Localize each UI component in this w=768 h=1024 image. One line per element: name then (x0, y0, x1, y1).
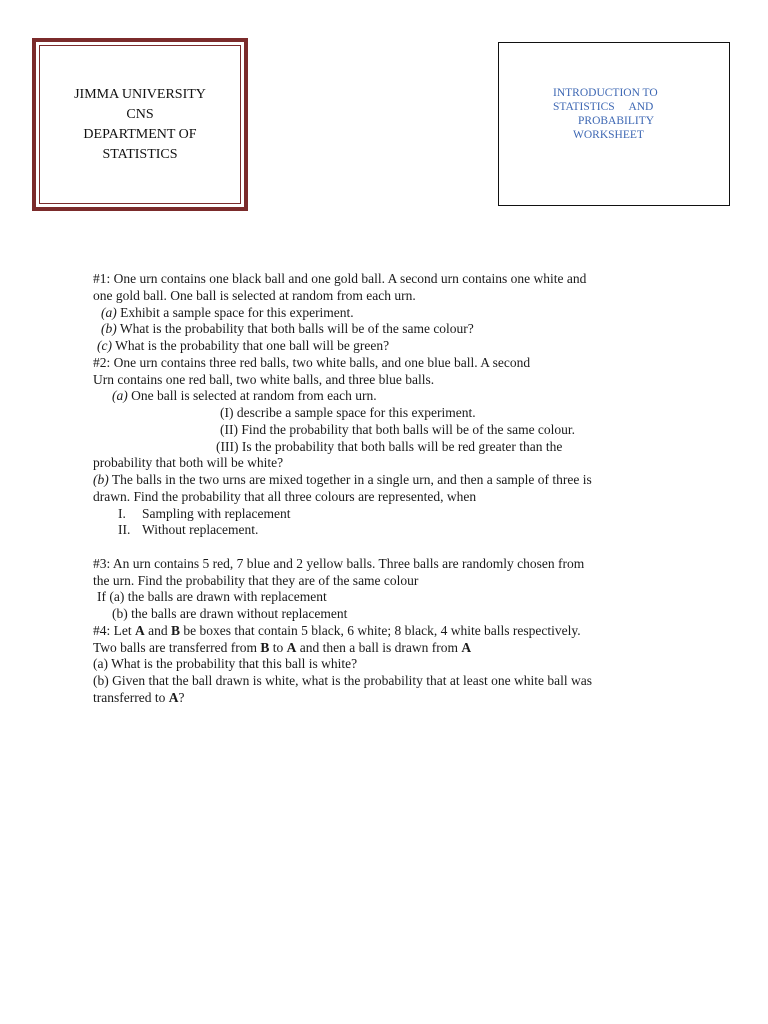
q4-part-b: (b) Given that the ball drawn is white, what is the probability that at least one white ball was (93, 673, 592, 688)
q4-line2 (93, 640, 683, 657)
q1-part-a (93, 305, 683, 322)
q2-opt2-text: Without replacement. (142, 522, 259, 538)
q2-b-text: The balls in the two urns are mixed together in a single urn, and then a sample of three is (108, 472, 592, 487)
q4-l2-to: to (269, 639, 287, 655)
worksheet-questions (93, 271, 683, 707)
q4-l2-box-a: A (286, 639, 297, 655)
q2-a-text: One ball is selected at random from each urn. (127, 388, 377, 404)
q1-a-label: (a) (101, 304, 117, 320)
course-header-box (498, 42, 730, 206)
q2-line2: Urn contains one red ball, two white balls, and three blue balls. (93, 371, 435, 387)
q1-c-text: What is the probability that one ball will be green? (111, 338, 390, 353)
q4-l1-and: and (144, 622, 171, 638)
course-header-text (553, 86, 679, 142)
q2-sub-i: (I) describe a sample space for this experiment. (220, 405, 476, 420)
q4-part-b-cont (93, 690, 683, 707)
q2-opt1-num: I. (118, 505, 126, 521)
q3-line2: the urn. Find the probability that they are of the same colour (93, 572, 419, 588)
q4-line1 (93, 623, 683, 640)
q2-option-1 (93, 506, 683, 523)
q1-line1: #1: One urn contains one black ball and one gold ball. A second urn contains one white and (93, 271, 587, 286)
department-line: DEPARTMENT OF (83, 127, 197, 142)
q1-b-text: What is the probability that both balls will be of the same colour? (116, 321, 474, 337)
q4-l2-prefix: Two balls are transferred from (93, 639, 261, 655)
q4-b-box-a: A (168, 689, 179, 705)
q4-box-a: A (135, 622, 145, 638)
q2-part-b (93, 472, 683, 489)
college-name: CNS (126, 107, 154, 122)
q4-b-cont-text: transferred to (93, 689, 169, 705)
q4-part-a: (a) What is the probability that this ball is white? (93, 656, 358, 672)
q2-sub-iii-cont: probability that both will be white? (93, 455, 284, 471)
q2-option-2 (93, 522, 683, 539)
q4-l1-prefix: #4: Let (93, 622, 135, 638)
spacer (93, 539, 683, 556)
q1-a-text: Exhibit a sample space for this experiment. (116, 304, 354, 320)
q3-line4: (b) the balls are drawn without replacement (112, 606, 348, 621)
q1-part-b (93, 321, 683, 338)
q4-l1-rest: be boxes that contain 5 black, 6 white; 8 black, 4 white balls respectively. (180, 622, 581, 638)
course-title-line3: PROBABILITY (578, 115, 655, 127)
q2-sub-ii: (II) Find the probability that both balls will be of the same colour. (220, 421, 576, 437)
course-title-line4: WORKSHEET (573, 129, 644, 141)
q3-line3: If (a) the balls are drawn with replacement (97, 589, 327, 605)
q1-part-c (93, 338, 683, 355)
q4-b-question-mark: ? (178, 689, 185, 705)
q2-a-label: (a) (112, 388, 128, 404)
q2-opt1-text: Sampling with replacement (142, 505, 291, 521)
university-header-box (32, 38, 248, 211)
course-title-line1: INTRODUCTION TO (553, 87, 658, 99)
university-name: JIMMA UNIVERSITY (74, 87, 206, 102)
q2-b-label: (b) (93, 472, 109, 487)
q4-box-b: B (171, 622, 181, 638)
q4-l2-rest: and then a ball is drawn from (296, 639, 462, 655)
department-name: STATISTICS (102, 147, 178, 162)
q1-line2: one gold ball. One ball is selected at random from each urn. (93, 287, 416, 303)
q4-l2-box-b: B (260, 639, 270, 655)
q1-b-label: (b) (101, 321, 117, 337)
q2-sub-iii: (III) Is the probability that both balls will be red greater than the (216, 438, 563, 454)
q2-part-a (93, 388, 683, 405)
q4-l2-box-a2: A (461, 639, 472, 655)
q2-part-b-cont: drawn. Find the probability that all three colours are represented, when (93, 488, 477, 504)
university-header-text (36, 85, 244, 165)
q1-c-label: (c) (97, 338, 112, 353)
q2-line1: #2: One urn contains three red balls, two white balls, and one blue ball. A second (93, 354, 531, 370)
q2-opt2-num: II. (118, 522, 131, 538)
q3-line1: #3: An urn contains 5 red, 7 blue and 2 yellow balls. Three balls are randomly chosen from (93, 555, 585, 571)
course-title-line2: STATISTICS AND (553, 101, 654, 113)
